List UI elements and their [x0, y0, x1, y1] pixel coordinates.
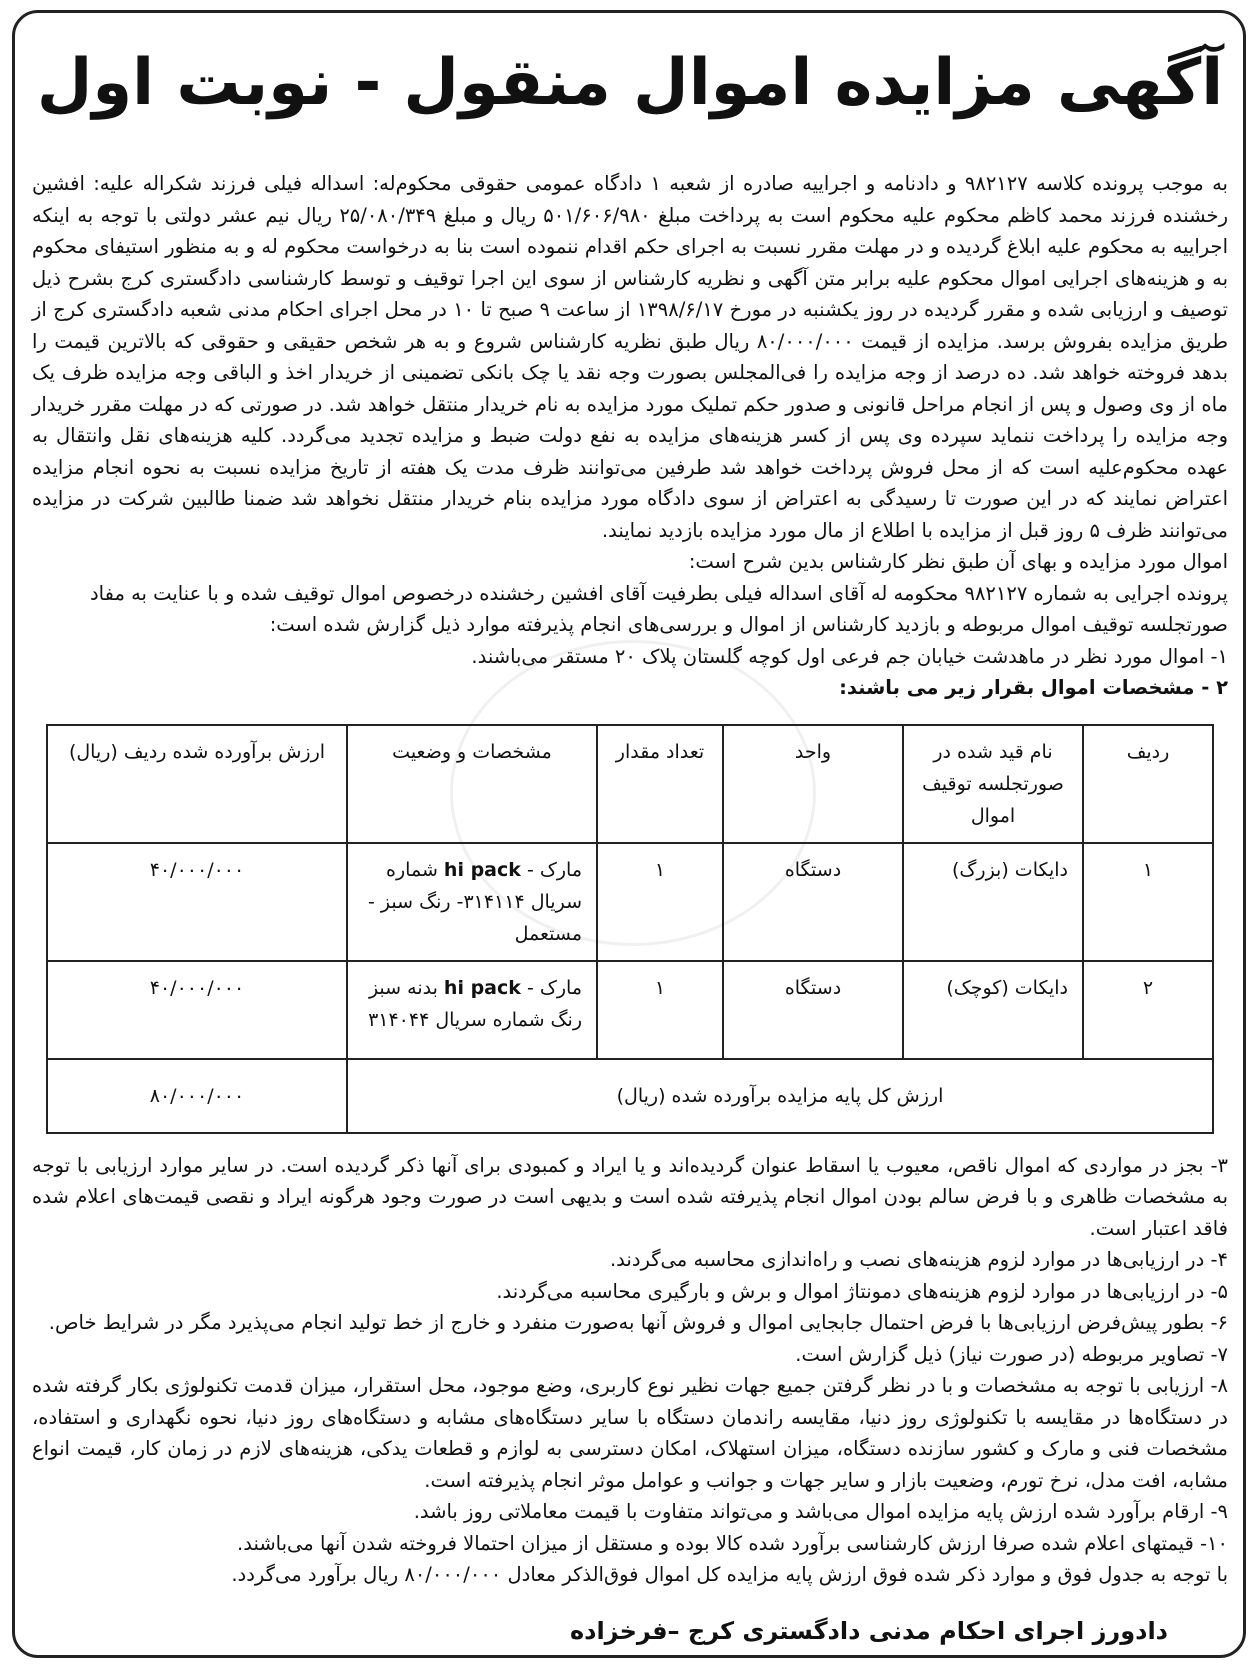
spec-rest: شماره سریال ۳۱۴۱۱۴- رنگ سبز - مستعمل: [368, 858, 582, 945]
note-item: ۳- بجز در مواردی که اموال ناقص، معیوب یا اسقاط عنوان گردیده‌اند و یا ایراد و کمبودی برای آنها ذکر گردیده است. در سایر موارد ارزیابی با توجه به مشخصات ظاهری و با فرض سالم بودن اموال انجام پذیرفته شده است و بدیهی است در صورت وجود هرگونه ایراد و نقصی قیمت‌های اعلام شده فاقد اعتبار است.: [32, 1153, 1228, 1240]
assets-table: [46, 724, 1214, 1134]
row-value: ۴۰/۰۰۰/۰۰۰: [47, 961, 347, 1059]
row-spec: [347, 961, 597, 1059]
row-value: ۴۰/۰۰۰/۰۰۰: [47, 843, 347, 961]
row-name: دایکات (بزرگ): [903, 843, 1083, 961]
table-row: [47, 843, 1213, 961]
notice-title: آگهی مزایده اموال منقول - نوبت اول: [36, 46, 1224, 120]
table-total-row: [47, 1059, 1213, 1133]
header-spec: مشخصات و وضعیت: [347, 725, 597, 843]
note-item: ۶- بطور پیش‌فرض ارزیابی‌ها با فرض احتمال جابجایی اموال و فروش آنها به‌صورت منفرد و خارج از خط تولید انجام می‌پذیرد مگر در شرایط خاص.: [48, 1311, 1228, 1334]
header-name: نام قید شده در صورتجلسه توقیف اموال: [903, 725, 1083, 843]
note-item: ۸- ارزیابی با توجه به مشخصات و با در نظر گرفتن جمیع جهات نظیر نوع کاربری، وضع موجود، محل استقرار، میزان قدمت تکنولوژی بکار گرفته شده در دستگاه‌ها در مقایسه با تکنولوژی روز دنیا، مقایسه راندمان دستگاه با سایر دستگاه‌های مشابه و دستگاه‌های روز دنیا، نحوه نگهداری و استفاده، مشخصات فنی و مارک و کشور سازنده دستگاه، میزان استهلاک، امکان دسترسی به لوازم و قطعات یدکی، هزینه‌های لازم در زمان کار، قیمت انواع مشابه، افت مدل، نرخ تورم، وضعیت بازار و سایر جهات و جوانب و عوامل موثر انجام پذیرفته است.: [32, 1374, 1228, 1492]
header-value: ارزش برآورده شده ردیف (ریال): [47, 725, 347, 843]
row-index: ۲: [1083, 961, 1213, 1059]
spec-prefix: مارک -: [526, 976, 582, 999]
note-item: ۵- در ارزیابی‌ها در موارد لزوم هزینه‌های دمونتاژ اموال و برش و بارگیری محاسبه می‌گردند.: [496, 1279, 1228, 1303]
row-qty: ۱: [597, 843, 723, 961]
note-item: ۱۰- قیمتهای اعلام شده صرفا ارزش کارشناسی برآورد شده کالا بوده و مستقل از میزان احتمالا فروخته شدن آنها می‌باشند.: [237, 1531, 1228, 1555]
row-unit: دستگاه: [723, 961, 903, 1059]
row-qty: ۱: [597, 961, 723, 1059]
case-paragraph: پرونده اجرایی به شماره ۹۸۲۱۲۷ محکومه له آقای اسداله فیلی بطرفیت آقای افشین رخشنده درخصوص اموال توقیف شده و با عنایت به مفاد صورتجلسه توقیف اموال مربوطه و بازدید کارشناس از اموال و بررسی‌های انجام پذیرفته موارد ذیل گزارش شده است:: [89, 581, 1228, 636]
notice: [32, 28, 1228, 1649]
note-summary: با توجه به جدول فوق و موارد ذکر شده فوق ارزش پایه مزایده کل اموال فوق‌الذکر معادل ۸۰/۰۰۰/۰۰۰ ریال برآورد می‌گردد.: [231, 1563, 1228, 1586]
item-1-location: ۱- اموال مورد نظر در ماهدشت خیابان جم فرعی اول کوچه گلستان پلاک ۲۰ مستقر می‌باشند.: [471, 644, 1228, 668]
spec-rest: بدنه سبز رنگ شماره سریال ۳۱۴۰۴۴: [368, 976, 582, 1031]
assets-intro: اموال مورد مزایده و بهای آن طبق نظر کارشناس بدین شرح است:: [688, 550, 1228, 573]
total-value: ۸۰/۰۰۰/۰۰۰: [47, 1059, 347, 1133]
section-2-heading: ۲ - مشخصات اموال بقرار زیر می باشند:: [839, 676, 1228, 699]
note-item: ۷- تصاویر مربوطه (در صورت نیاز) ذیل گزارش است.: [795, 1342, 1228, 1366]
header-index: ردیف: [1083, 725, 1213, 843]
total-label: ارزش کل پایه مزایده برآورده شده (ریال): [347, 1059, 1213, 1133]
row-index: ۱: [1083, 843, 1213, 961]
table-row: [47, 961, 1213, 1059]
row-unit: دستگاه: [723, 843, 903, 961]
row-spec: [347, 843, 597, 961]
signature: دادورز اجرای احکام مدنی دادگستری کرج –فرخزاده: [569, 1616, 1168, 1645]
note-item: ۴- در ارزیابی‌ها در موارد لزوم هزینه‌های نصب و راه‌اندازی محاسبه می‌گردند.: [609, 1248, 1228, 1271]
spec-brand: hi pack: [443, 858, 521, 881]
intro-paragraph: به موجب پرونده کلاسه ۹۸۲۱۲۷ و دادنامه و اجراییه صادره از شعبه ۱ دادگاه عمومی حقوقی محکوم‌له: اسداله فیلی فرزند شکراله علیه: افشین رخشنده فرزند محمد کاظم محکوم علیه محکوم است به پرداخت مبلغ ۵۰۱/۶۰۶/۹۸۰ ریال و مبلغ ۲۵/۰۸۰/۳۴۹ ریال نیم عشر دولتی با توجه به اینکه اجراییه به محکوم علیه ابلاغ گردیده و در مهلت مقرر نسبت به اجرای حکم اقدام ننموده است بنا به درخواست محکوم له و به منظور استیفای محکوم به و هزینه‌های اجرایی اموال محکوم علیه برابر متن آگهی و نظریه کارشناس از سوی این اجرا توقیف و توسط کارشناسی دادگستری کرج بشرح ذیل توصیف و ارزیابی شده و مقرر گردیده در روز یکشنبه در مورخ ۱۳۹۸/۶/۱۷ از ساعت ۹ صبح تا ۱۰ در محل اجرای احکام مدنی شعبه دادگستری کرج از طریق مزایده بفروش برسد. مزایده از قیمت ۸۰/۰۰۰/۰۰۰ ریال طبق نظریه کارشناس شروع و به هر شخص حقیقی و حقوقی که بالاترین قیمت را بدهد فروخته خواهد شد. ده درصد از وجه مزایده را فی‌المجلس بصورت وجه نقد یا چک بانکی تضمینی از خریدار اخذ و الباقی وجه مزایده ظرف یک ماه از وی وصول و پس از انجام مراحل قانونی و صدور حکم تملیک مورد مزایده به نام خریدار منتقل خواهد شد. در صورتی که در مهلت مقرر خریدار وجه مزایده را پرداخت ننماید سپرده وی پس از کسر هزینه‌های مزایده به نفع دولت ضبط و مزایده تجدید می‌گردد. کلیه هزینه‌های نقل وانتقال به عهده محکوم‌علیه است که از محل فروش پرداخت خواهد شد طرفین می‌توانند ظرف مدت یک هفته از تاریخ مزایده نسبت به نحوه انجام مزایده اعتراض نمایند که در این صورت تا رسیدگی به اعتراض از سوی دادگاه مورد مزایده بنام خریدار منتقل نخواهد شد ضمنا طالبین شرکت در مزایده می‌توانند ظرف ۵ روز قبل از مزایده با اطلاع از مال مورد مزایده بازدید نمایند.: [32, 172, 1229, 542]
header-qty: تعداد مقدار: [597, 725, 723, 843]
spec-brand: hi pack: [443, 976, 521, 999]
spec-prefix: مارک -: [526, 858, 582, 881]
row-name: دایکات (کوچک): [903, 961, 1083, 1059]
table-header-row: [47, 725, 1213, 843]
notes-list: [32, 1150, 1228, 1591]
header-unit: واحد: [723, 725, 903, 843]
note-item: ۹- ارقام برآورد شده ارزش پایه مزایده اموال می‌باشد و می‌تواند متفاوت با قیمت معاملاتی روز باشد.: [413, 1500, 1228, 1523]
